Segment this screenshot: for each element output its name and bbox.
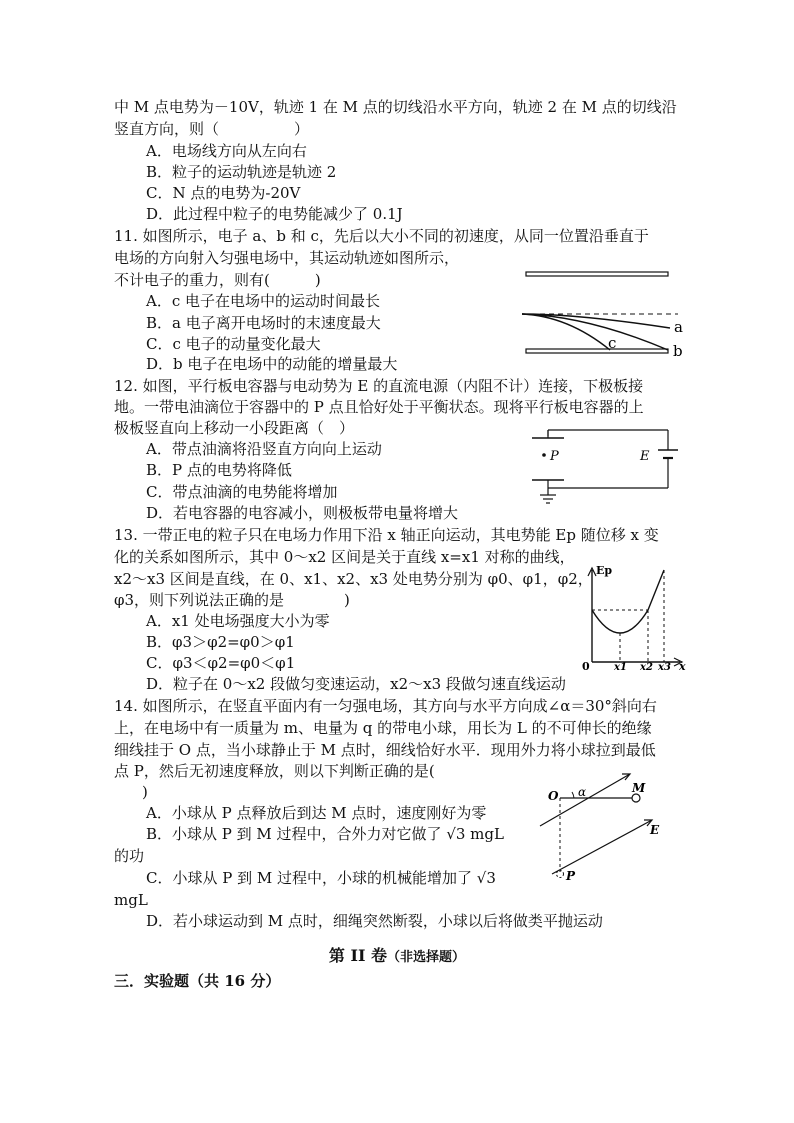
trajectory-b [522,314,668,350]
q12-stem-line2: 地。一带电油滴位于容器中的 P 点且恰好处于平衡状态。现将平行板电容器的上 [114,398,644,416]
x2-label: x2 [640,662,653,673]
label-b: b [673,342,683,360]
q14-stem-line4: 点 P，然后无初速度释放，则以下判断正确的是( [114,762,435,780]
label-a: a [674,318,683,336]
origin-label: 0 [582,660,590,673]
q11-option-d: D．b 电子在电场中的动能的增量最大 [146,355,398,373]
label-o: O [548,789,559,803]
label-e: E [640,449,650,464]
label-p: P [550,449,559,464]
q12-figure [530,420,690,510]
x3-label: x3 [658,662,671,673]
q14-option-b: B．小球从 P 到 M 过程中，合外力对它做了 √3 mgL [146,825,504,843]
oil-drop-dot [542,453,546,457]
q12-option-a: A．带点油滴将沿竖直方向向上运动 [146,440,382,458]
q14-figure [540,770,680,883]
lower-plate [526,349,668,353]
label-m: M [632,781,646,795]
q12-option-c: C．带点油滴的电势能将增加 [146,483,338,501]
q13-option-b: B．φ3＞φ2=φ0＞φ1 [146,633,295,651]
q11-stem-line1: 11. 如图所示，电子 a、b 和 c，先后以大小不同的初速度，从同一位置沿垂直于 [114,227,649,245]
ep-line-segment [648,570,664,610]
q14-stem-line2: 上，在电场中有一质量为 m、电量为 q 的带电小球，用长为 L 的不可伸长的绝缘 [114,719,652,737]
q14-stem-line3: 细线挂于 O 点，当小球静止于 M 点时，细线恰好水平．现用外力将小球拉到最低 [114,741,656,759]
q10-stem-line1: 中 M 点电势为－10V，轨迹 1 在 M 点的切线沿水平方向，轨迹 2 在 M 点的切线沿 [114,98,677,116]
x1-label: x1 [614,662,627,673]
q13-option-d: D．粒子在 0～x2 段做匀变速运动，x2～x3 段做匀速直线运动 [146,675,566,693]
q11-stem-line2: 电场的方向射入匀强电场中，其运动轨迹如图所示， [114,249,460,267]
label-e: E [650,823,660,837]
q11-option-b: B．a 电子离开电场时的末速度最大 [146,314,381,332]
q12-option-d: D．若电容器的电容减小，则极板带电量将增大 [146,504,459,522]
q11-figure [518,264,698,364]
q14-option-c-cont: mgL [114,891,148,909]
q13-option-a: A．x1 处电场强度大小为零 [146,612,330,630]
q13-stem-line1: 13. 一带正电的粒子只在电场力作用下沿 x 轴正向运动，其电势能 Ep 随位移 x 变 [114,526,659,544]
q10-option-a: A．电场线方向从左向右 [146,142,307,160]
q13-stem-line2: 化的关系如图所示，其中 0～x2 区间是关于直线 x=x1 对称的曲线， [114,548,575,566]
q10-option-b: B．粒子的运动轨迹是轨迹 2 [146,163,337,181]
part-title-sub: （非选择题） [387,950,466,965]
upper-plate [526,272,668,276]
ball-at-m [632,794,640,802]
label-p: P [566,869,576,883]
q14-stem-line1: 14. 如图所示，在竖直平面内有一匀强电场，其方向与水平方向成∠α＝30°斜向右 [114,697,657,715]
part-title [0,946,794,968]
label-alpha: α [578,785,587,799]
q12-stem-line1: 12. 如图，平行板电容器与电动势为 E 的直流电源（内阻不计）连接，下极板接 [114,377,644,395]
q12-option-b: B．P 点的电势将降低 [146,461,292,479]
q14-stem-paren: ) [142,783,148,801]
ep-curve-symmetric [592,610,648,633]
part-title-main: 第 II 卷 [328,946,388,965]
q11-option-c: C．c 电子的动量变化最大 [146,335,321,353]
q10-option-d: D．此过程中粒子的电势能减少了 0.1J [146,205,403,223]
q13-stem-line4: φ3，则下列说法正确的是 ) [114,591,350,609]
q14-option-a: A．小球从 P 点释放后到达 M 点时，速度刚好为零 [146,804,487,822]
q12-stem-line3: 极板竖直向上移动一小段距离（ ） [114,419,355,437]
y-axis-label: Ep [596,564,613,577]
q13-figure [578,562,688,672]
q14-option-b-cont: 的功 [114,847,145,865]
field-line-lower [552,820,652,874]
label-c: c [608,334,617,352]
x-axis-label: x [679,660,686,673]
q14-option-d: D．若小球运动到 M 点时，细绳突然断裂，小球以后将做类平抛运动 [146,912,603,930]
q14-option-c: C．小球从 P 到 M 过程中，小球的机械能增加了 √3 [146,869,496,887]
trajectory-c [522,314,610,350]
q10-stem-line2: 竖直方向，则（ ） [114,120,310,138]
q10-option-c: C．N 点的电势为-20V [146,184,301,202]
q13-stem-line3: x2～x3 区间是直线，在 0、x1、x2、x3 处电势分别为 φ0、φ1，φ2， [114,570,593,588]
q11-stem-line3: 不计电子的重力，则有( ) [114,271,321,289]
section-title: 三．实验题（共 16 分） [114,972,281,990]
q13-option-c: C．φ3＜φ2=φ0＜φ1 [146,654,296,672]
q11-option-a: A．c 电子在电场中的运动时间最长 [146,292,381,310]
